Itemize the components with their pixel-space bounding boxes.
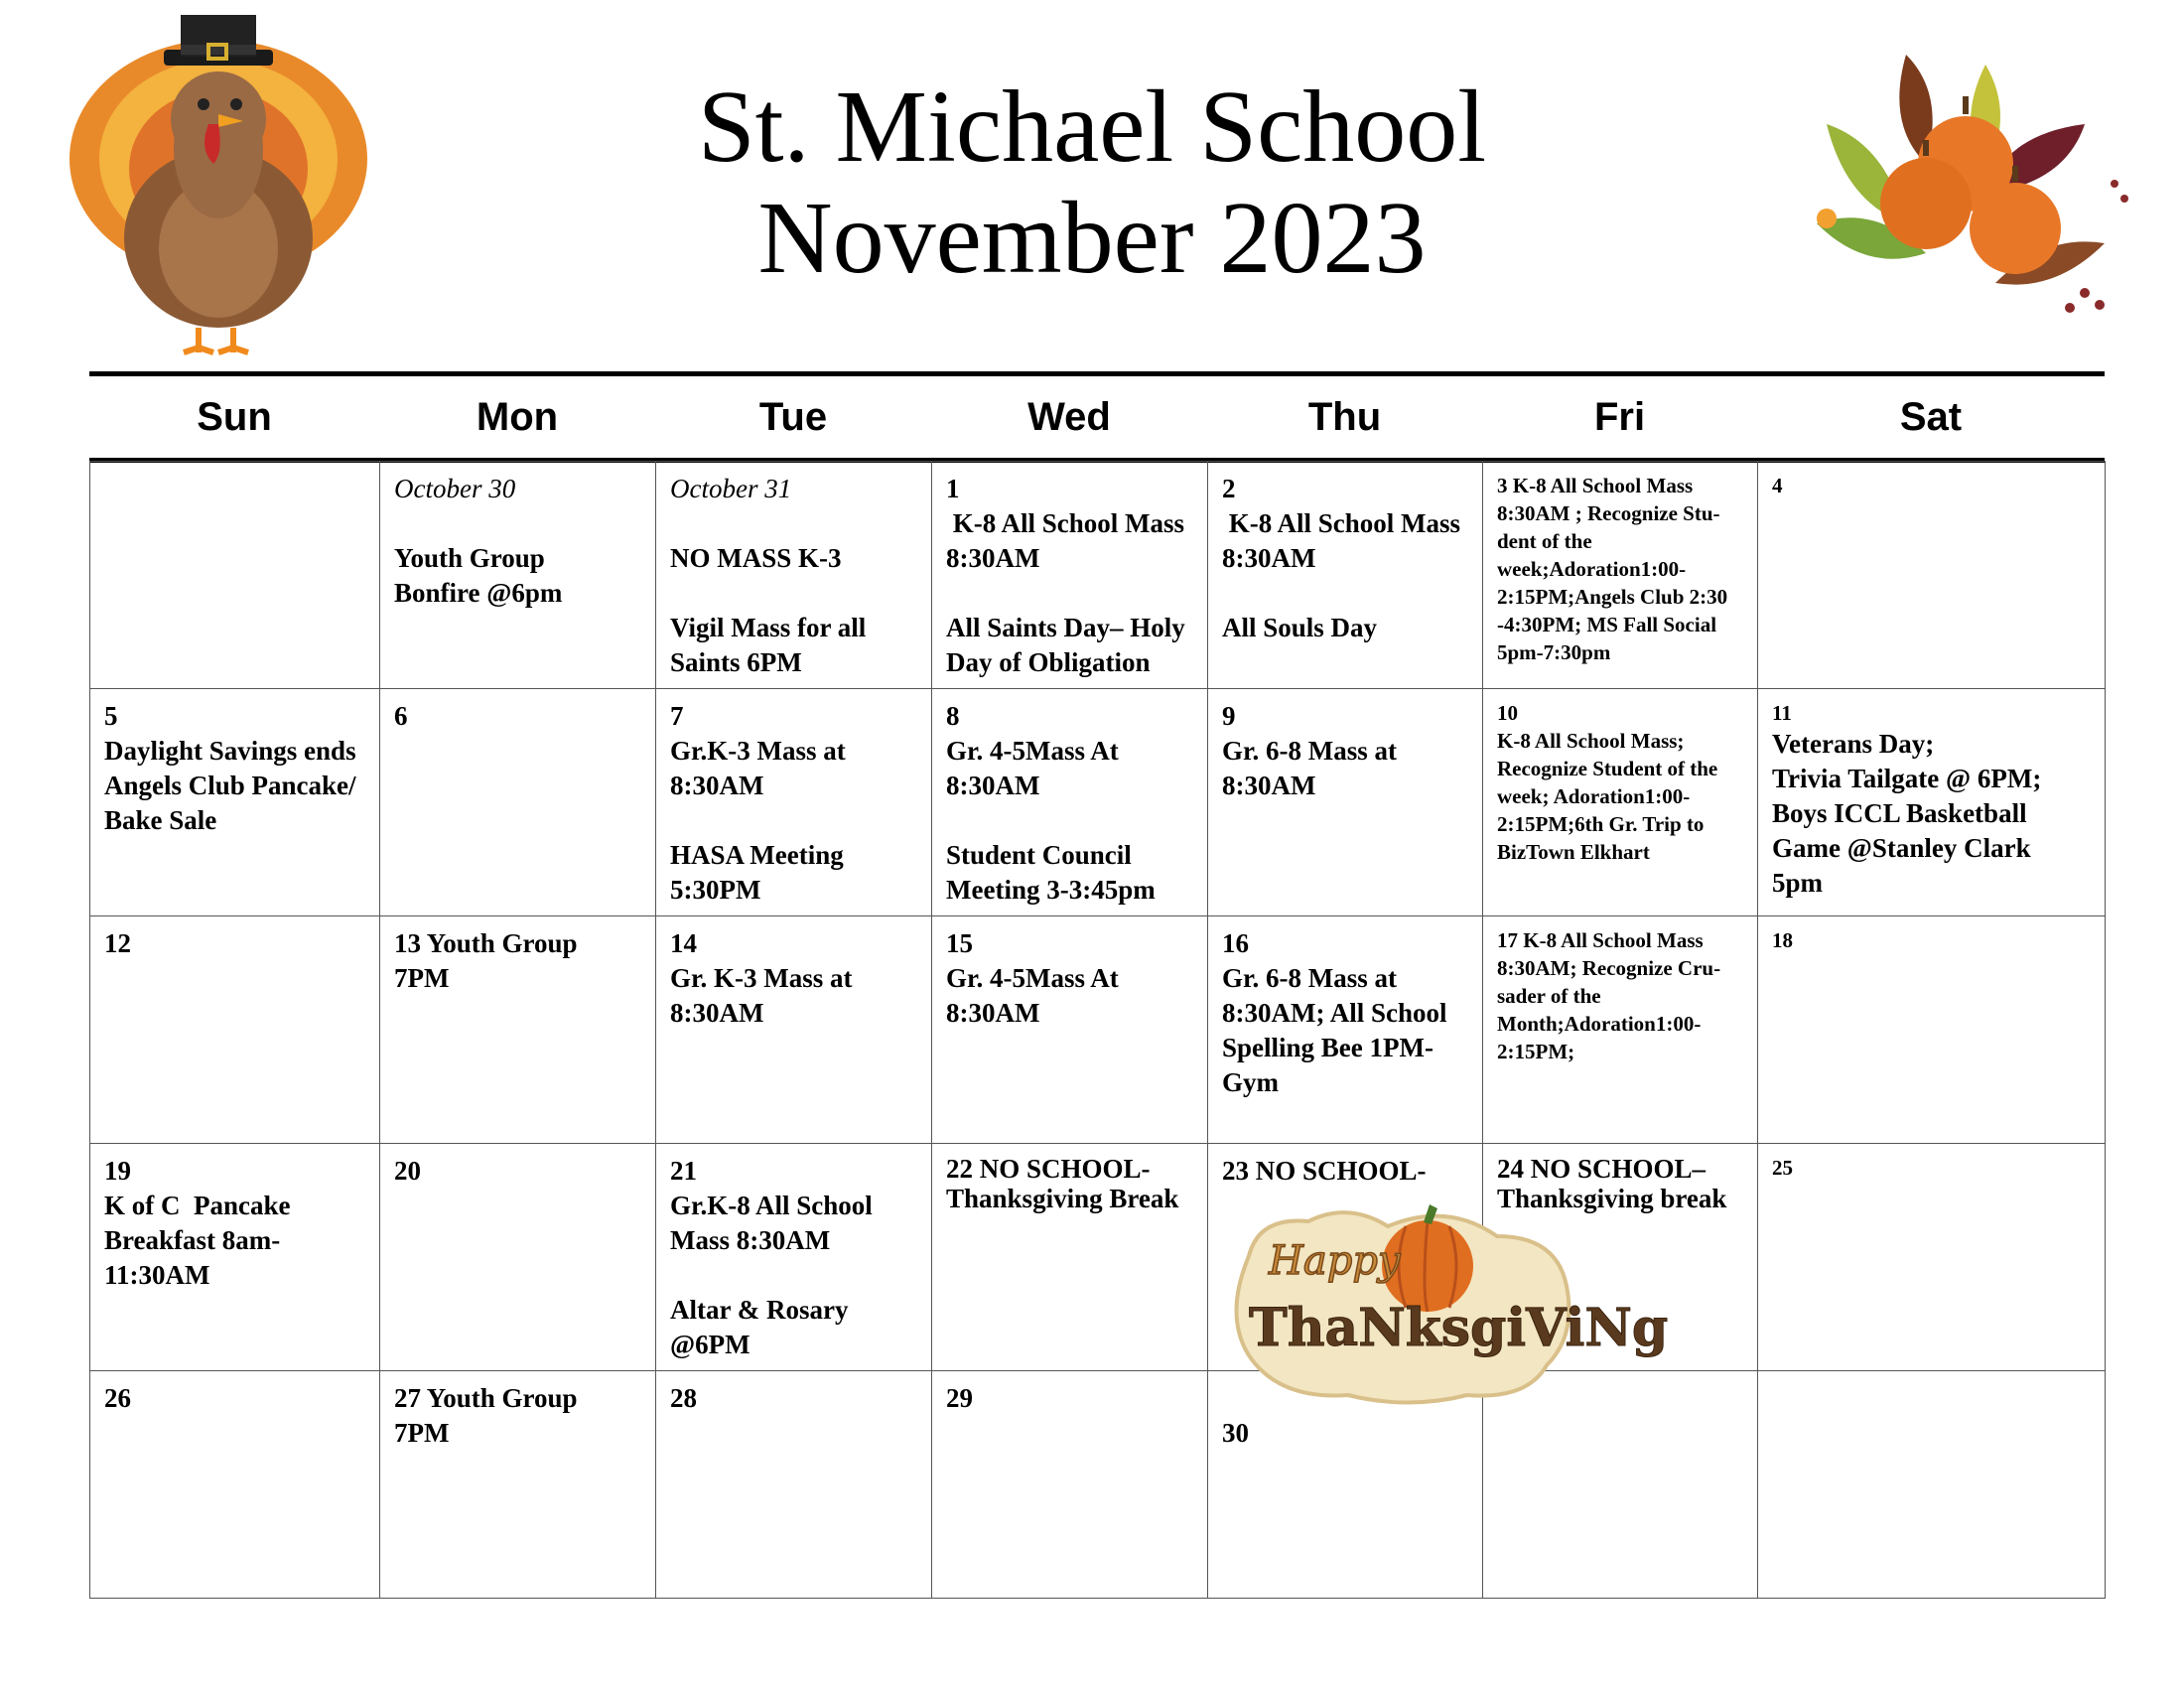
day-cell-27 [380,1371,656,1599]
day-cell-oct31 [656,462,932,689]
day-cell-empty [1483,1371,1758,1599]
event-text: Gr. 4-5Mass At 8:30AM [946,736,1119,800]
calendar-week [90,1371,2106,1599]
day-cell-3 [1483,462,1758,689]
event-text: Gr. K-3 Mass at 8:30AM [670,963,853,1028]
event-text: Student Council Meeting 3-3:45pm [946,840,1156,905]
day-cell-20 [380,1144,656,1371]
day-cell-oct30 [380,462,656,689]
event-text: Vigil Mass for all Saints 6PM [670,613,867,677]
day-number: 5 [104,701,118,731]
day-cell-14 [656,916,932,1144]
page-title [0,71,2184,294]
event-text: 23 NO SCHOOL- [1222,1156,1427,1186]
day-number: 20 [394,1156,421,1186]
event-text: Gr.K-3 Mass at 8:30AM [670,736,846,800]
event-text: Gr. 4-5Mass At 8:30AM [946,963,1119,1028]
day-number: 15 [946,928,973,958]
day-number: 25 [1772,1156,1793,1180]
day-number: 6 [394,701,408,731]
day-number: 18 [1772,928,1793,952]
event-text: 22 NO SCHOOL- Thanksgiving Break [946,1154,1179,1213]
day-cell-empty [90,462,380,689]
event-text: K-8 All School Mass 8:30AM [1222,508,1461,573]
weekday-tue: Tue [758,394,828,439]
day-cell-17 [1483,916,1758,1144]
calendar-grid [89,461,2106,1599]
happy-thanksgiving-badge [1229,1196,1669,1400]
day-number: 7 [670,701,684,731]
svg-text:Happy: Happy [1269,1238,1401,1284]
day-number: 10 [1497,701,1518,725]
day-number: October 31 [670,474,792,503]
event-text: 17 K-8 All School Mass 8:30AM; Recognize Cru- sader of the Month;Adoration1:00- 2:15PM; [1497,928,1721,1063]
event-text: NO MASS K-3 [670,543,842,573]
day-cell-19 [90,1144,380,1371]
day-number: 9 [1222,701,1236,731]
event-text: Gr. 6-8 Mass at 8:30AM; All School Spelling Bee 1PM- Gym [1222,963,1447,1097]
weekday-sun: Sun [197,394,272,439]
calendar-week [90,462,2106,689]
day-cell-12 [90,916,380,1144]
day-number: 14 [670,928,697,958]
day-number: 2 [1222,474,1236,503]
day-number: 12 [104,928,131,958]
day-cell-4 [1758,462,2106,689]
event-text: K of C Pancake Breakfast 8am- 11:30AM [104,1191,291,1290]
weekday-header [89,375,2105,459]
day-cell-9 [1208,689,1483,916]
day-cell-1 [932,462,1208,689]
day-number: 11 [1772,701,1792,725]
day-cell-21 [656,1144,932,1371]
day-cell-25 [1758,1144,2106,1371]
day-number: October 30 [394,474,516,503]
day-cell-5 [90,689,380,916]
day-cell-16 [1208,916,1483,1144]
event-text: Daylight Savings ends Angels Club Pancake/ Bake Sale [104,736,356,835]
day-cell-28 [656,1371,932,1599]
event-text: 3 K-8 All School Mass 8:30AM ; Recognize Stu- dent of the week;Adoration1:00- 2:15PM;Angels Club 2:30 -4:30PM; MS Fall Social 5pm-7:30pm [1497,474,1728,664]
calendar-week [90,689,2106,916]
event-text: All Saints Day– Holy Day of Obligation [946,613,1185,677]
weekday-wed: Wed [1027,394,1111,439]
day-cell-13 [380,916,656,1144]
day-number: 21 [670,1156,697,1186]
calendar-week [90,1144,2106,1371]
event-text: K-8 All School Mass 8:30AM [946,508,1185,573]
svg-text:ThaNksgiViNg: ThaNksgiViNg [1249,1298,1669,1358]
day-cell-empty [1758,1371,2106,1599]
day-number: 30 [1222,1418,1249,1448]
day-number: 4 [1772,474,1783,497]
weekday-thu: Thu [1307,394,1382,439]
day-cell-30 [1208,1371,1483,1599]
school-name: St. Michael School [697,70,1487,184]
event-text: Youth Group Bonfire @6pm [394,543,563,608]
weekday-mon: Mon [476,394,559,439]
event-text: Gr.K-8 All School Mass 8:30AM [670,1191,873,1255]
event-text: HASA Meeting 5:30PM [670,840,844,905]
weekday-fri: Fri [1593,394,1646,439]
event-text: Altar & Rosary @6PM [670,1295,849,1359]
event-text: 24 NO SCHOOL– Thanksgiving break [1497,1154,1727,1213]
day-number: 26 [104,1383,131,1413]
event-text: 27 Youth Group 7PM [394,1383,578,1448]
day-cell-6 [380,689,656,916]
calendar-week [90,916,2106,1144]
day-cell-8 [932,689,1208,916]
day-cell-10 [1483,689,1758,916]
event-text: Gr. 6-8 Mass at 8:30AM [1222,736,1397,800]
day-cell-22 [932,1144,1208,1371]
day-number: 28 [670,1383,697,1413]
day-number: 29 [946,1383,973,1413]
month-title: November 2023 [757,181,1427,295]
weekday-sat: Sat [1899,394,1963,439]
day-cell-2 [1208,462,1483,689]
day-number: 1 [946,474,960,503]
day-cell-18 [1758,916,2106,1144]
event-text: Veterans Day; Trivia Tailgate @ 6PM; Boys ICCL Basketball Game @Stanley Clark 5pm [1772,729,2042,898]
day-cell-26 [90,1371,380,1599]
day-cell-11 [1758,689,2106,916]
event-text: All Souls Day [1222,613,1378,642]
day-cell-7 [656,689,932,916]
day-cell-29 [932,1371,1208,1599]
event-text: 13 Youth Group 7PM [394,928,578,993]
day-number: 19 [104,1156,131,1186]
event-text: K-8 All School Mass; Recognize Student of the week; Adoration1:00- 2:15PM;6th Gr. Trip to BizTown Elkhart [1497,729,1718,864]
day-number: 16 [1222,928,1249,958]
day-cell-15 [932,916,1208,1144]
day-number: 8 [946,701,960,731]
